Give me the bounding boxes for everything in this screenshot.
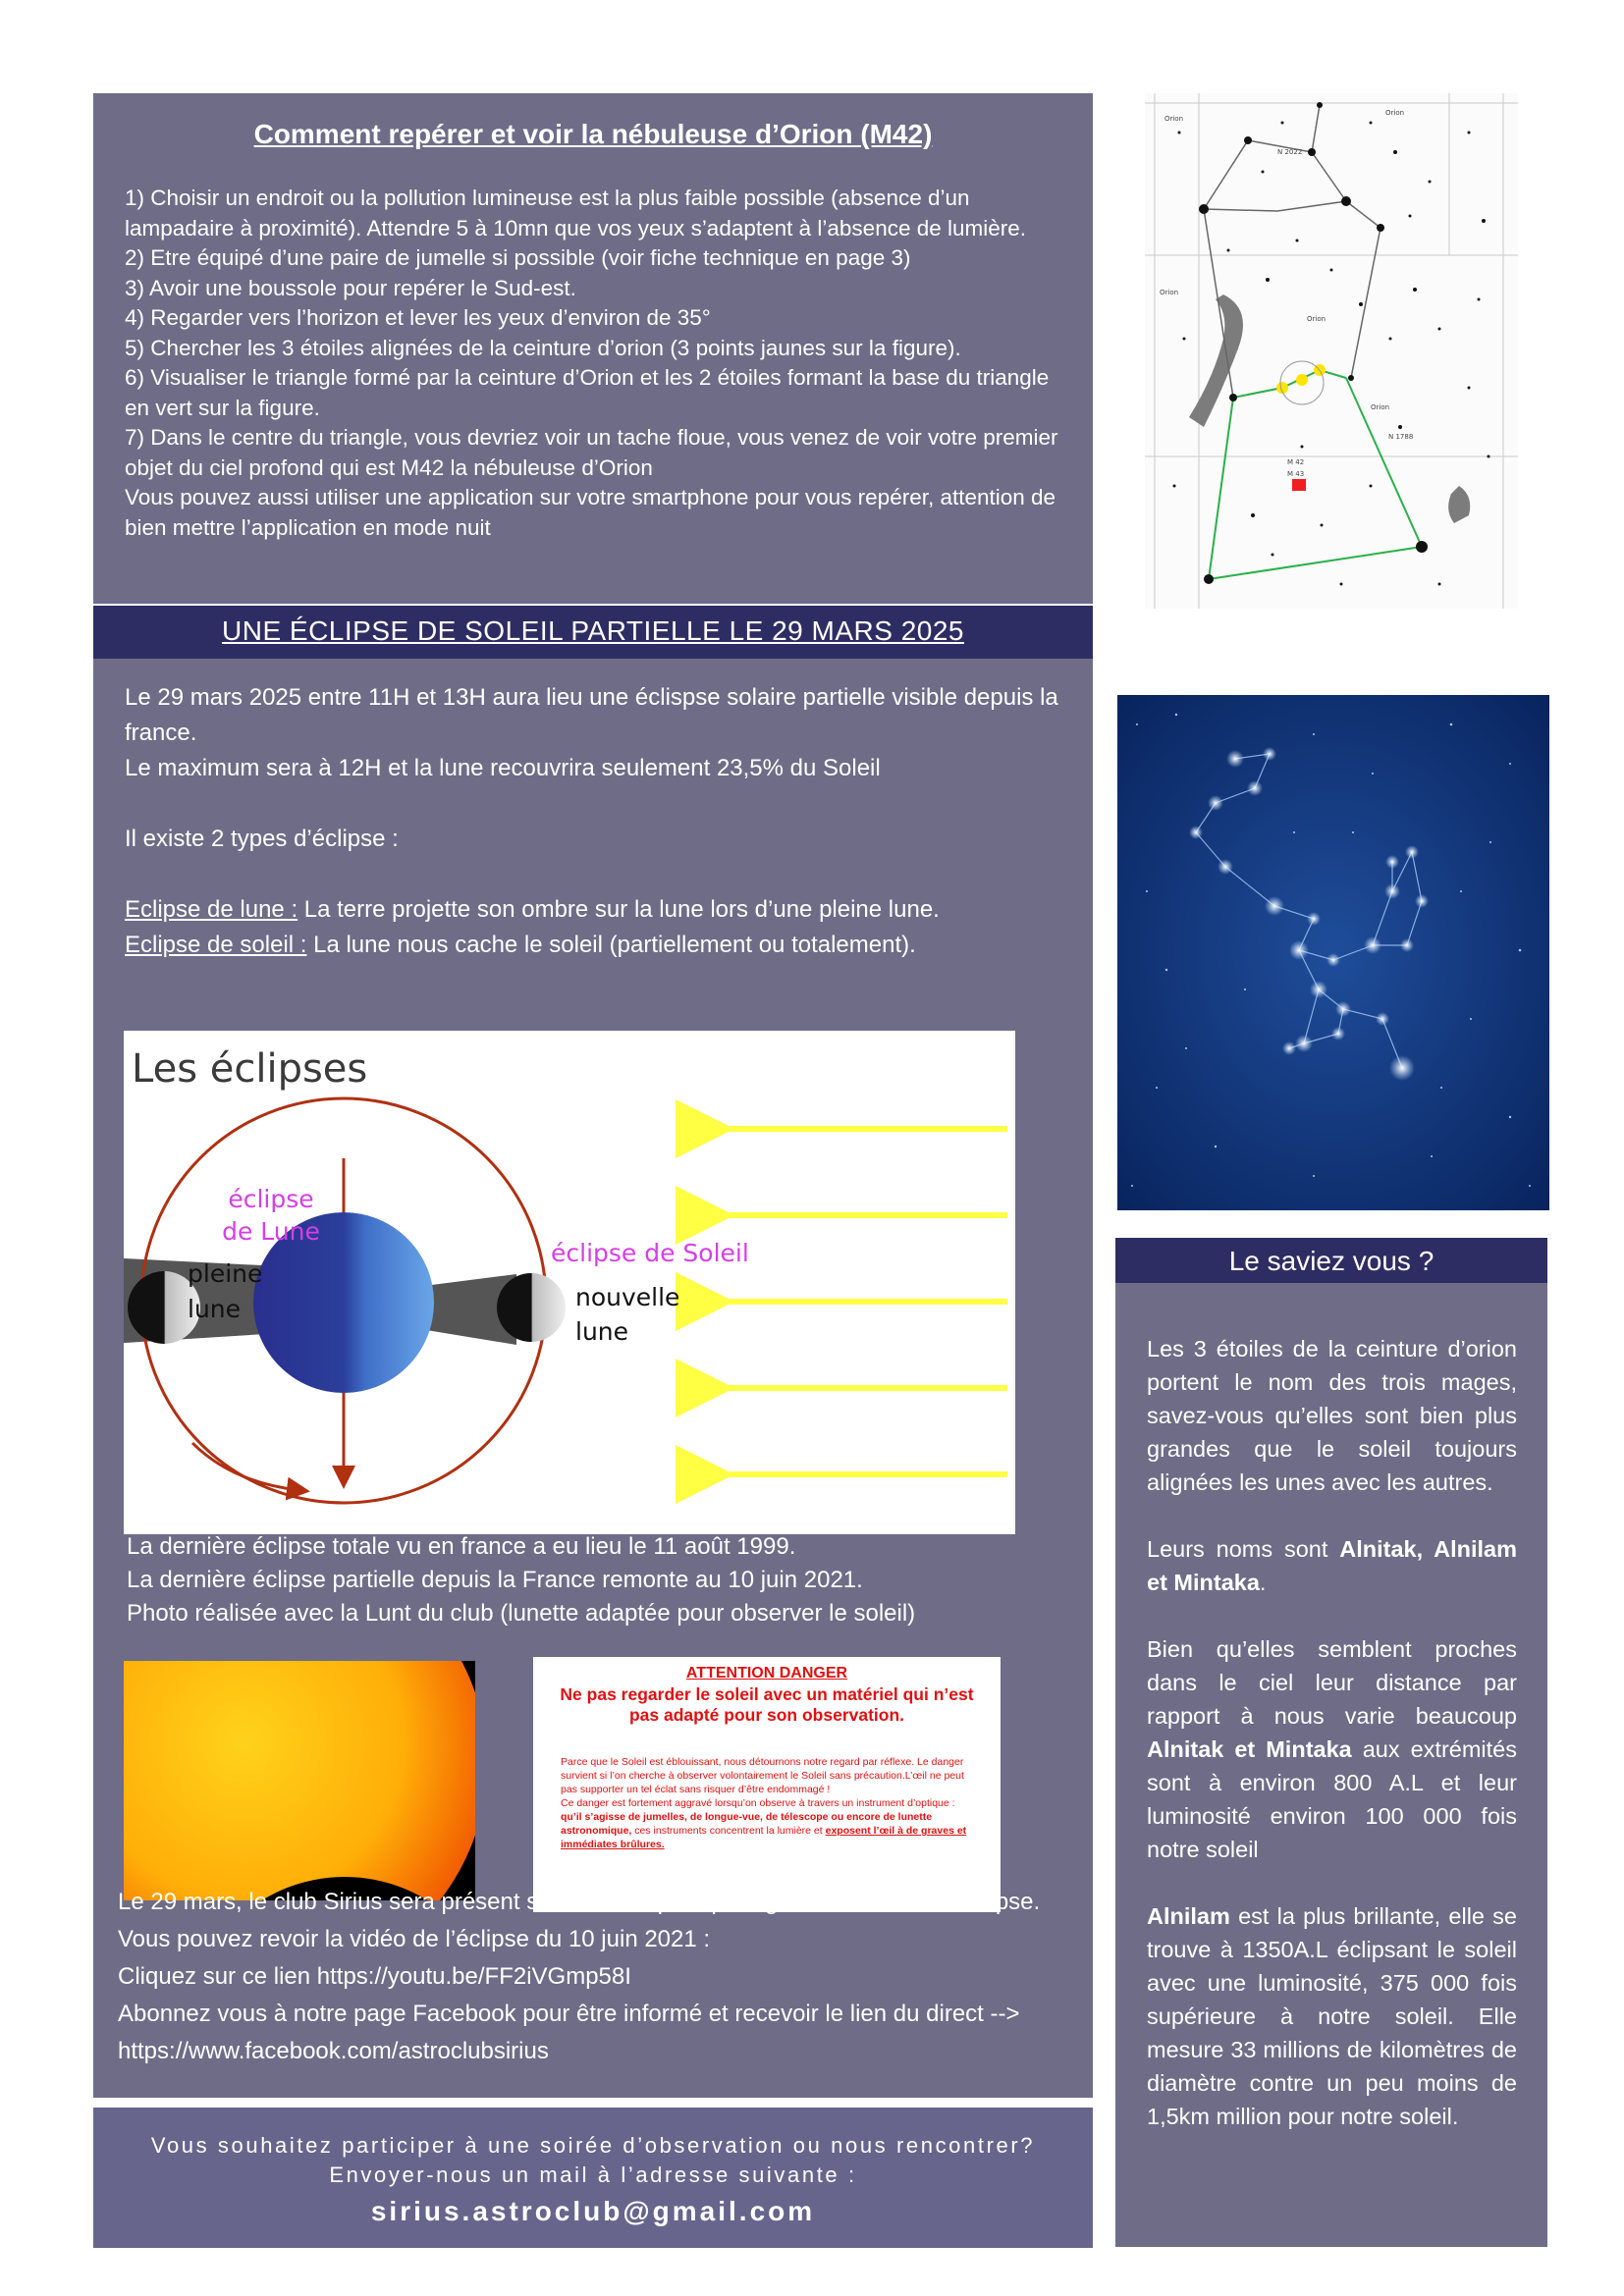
belt-star [1296, 374, 1308, 386]
label-eclipse-lune-1: éclipse [228, 1185, 314, 1213]
warning-headline: Ne pas regarder le soleil avec un matériel qui n’est pas adapté pour son observation. [560, 1684, 974, 1725]
eclipse-history [127, 1530, 1069, 1630]
youtube-line: Le 29 mars, le club Sirius sera présent sur Youtube pour partager en direct cette éclipse. Vous pouvez revoir la vidéo de l’éclipse du 10 juin 2021 : [118, 1889, 1041, 1952]
warning-body-bold: qu’il s’agisse de jumelles, de longue-vue, de télescope ou encore de lunette astronomique, [561, 1811, 933, 1837]
warning-title: ATTENTION DANGER [685, 1665, 848, 1682]
saviez-p2-pre: Leurs noms sont [1147, 1536, 1340, 1562]
chart-label: Orion [1160, 289, 1179, 296]
eclipse-intro [125, 680, 1067, 963]
eclipse-date-text: Le 29 mars 2025 entre 11H et 13H aura lieu une éclispse solaire partielle visible depuis la france. [125, 684, 1058, 746]
warning-body-bold-underlined: exposent l’œil à de graves et immédiates brûlures. [561, 1825, 967, 1850]
history-line: Photo réalisée avec la Lunt du club (lunette adaptée pour observer le soleil) [127, 1600, 916, 1627]
saviez-p4-post: est la plus brillante, elle se trouve à 1350A.L éclipsant le soleil avec une luminosité, 375 000 fois supérieure à notre soleil. Elle mesure 33 millions de kilomètres de diamètre contre un peu moins de 1,5km million pour notre soleil. [1147, 1903, 1517, 2129]
orion-step: 5) Chercher les 3 étoiles alignées de la ceinture d’orion (3 points jaunes sur la figure). [125, 335, 961, 360]
saviez-p3-post: aux extrémités sont à environ 800 A.L et leur luminosité environ 100 000 fois notre soleil [1147, 1736, 1518, 1862]
star-chart-svg [1145, 93, 1518, 609]
orion-step: 3) Avoir une boussole pour repérer le Sud-est. [125, 275, 576, 300]
label-eclipse-lune-2: de Lune [222, 1217, 320, 1246]
saviez-p3-bold: Alnitak et Mintaka [1147, 1736, 1352, 1762]
club-youtube-text [118, 1884, 1080, 2070]
eclipse-maximum-text: Le maximum sera à 12H et la lune recouvrira seulement 23,5% du Soleil [125, 755, 881, 781]
contact-line-1: Vous souhaitez participer à une soirée d’observation ou nous rencontrer? [150, 2133, 1036, 2158]
eclipse-header [93, 606, 1093, 659]
new-moon [497, 1273, 566, 1342]
eclipse-soleil-label: Eclipse de soleil : [125, 932, 307, 958]
m42-marker [1292, 479, 1306, 491]
eclipse-soleil-definition [125, 928, 1067, 963]
saviez-paragraph-1: Les 3 étoiles de la ceinture d’orion portent le nom des trois mages, savez-vous qu’elles sont bien plus grandes que le soleil toujours alignées les unes avec les autres. [1147, 1336, 1517, 1495]
contact-section [93, 2108, 1093, 2248]
saviez-section [1115, 1283, 1547, 2247]
label-nouvelle-1: nouvelle [575, 1283, 680, 1311]
saviez-header [1115, 1238, 1547, 1283]
saviez-p4-bold: Alnilam [1147, 1903, 1230, 1929]
saviez-star-names: Alnitak, Alnilam et Mintaka [1147, 1536, 1517, 1595]
youtube-link[interactable]: Cliquez sur ce lien https://youtu.be/FF2iVGmp58I [118, 1963, 631, 1990]
chart-label: M 42 [1287, 458, 1305, 466]
eclipse-title: UNE ÉCLIPSE DE SOLEIL PARTIELLE LE 29 MARS 2025 [222, 615, 964, 646]
chart-label: Orion [1371, 403, 1390, 411]
orion-step: 2) Etre équipé d’une paire de jumelle si possible (voir fiche technique en page 3) [125, 245, 911, 270]
orion-photo-svg [1117, 695, 1549, 1210]
orion-step: 1) Choisir un endroit ou la pollution lumineuse est la plus faible possible (absence d’un lampadaire à proximité). Attendre 5 à 10mn que vos yeux s’adaptent à l’absence de lumière. [125, 186, 1027, 240]
warning-body-1: Parce que le Soleil est éblouissant, nous détournons notre regard par réflexe. Le danger survient si l’on cherche à observer volontairement le Soleil sans précaution.L’œil ne peut pas supporter un tel éclat sans risquer d’être endommagé ! [561, 1756, 964, 1795]
label-pleine-1: pleine [188, 1259, 263, 1288]
eclipse-types-intro: Il existe 2 types d’éclipse : [125, 826, 399, 852]
eclipse-diagram-svg [124, 1031, 1015, 1534]
warning-body-3-text: ces instruments concentrent la lumière et [631, 1825, 826, 1837]
saviez-title: Le saviez vous ? [1228, 1246, 1435, 1276]
orion-star-chart [1145, 93, 1518, 609]
saviez-text [1147, 1332, 1517, 2133]
contact-email[interactable]: sirius.astroclub@gmail.com [370, 2196, 816, 2226]
diagram-title: Les éclipses [132, 1046, 368, 1092]
chart-label: Orion [1164, 115, 1184, 123]
facebook-line[interactable]: Abonnez vous à notre page Facebook pour être informé et recevoir le lien du direct --> https://www.facebook.com/astroclubsirius [118, 2001, 1020, 2064]
orion-title: Comment repérer et voir la nébuleuse d’Orion (M42) [253, 119, 933, 149]
orion-step: 4) Regarder vers l’horizon et lever les yeux d’environ de 35° [125, 305, 711, 330]
eclipse-lune-label: Eclipse de lune : [125, 896, 298, 923]
label-nouvelle-2: lune [575, 1317, 629, 1346]
eclipse-diagram [124, 1031, 1015, 1534]
contact-line-2: Envoyer-nous un mail à l’adresse suivante : [329, 2163, 857, 2187]
chart-label: Orion [1307, 315, 1326, 323]
history-line: La dernière éclipse partielle depuis la France remonte au 10 juin 2021. [127, 1567, 863, 1593]
warning-body-2-text: Ce danger est fortement aggravé lorsqu’on observe à travers un instrument d’optique : [561, 1797, 955, 1809]
orion-section [93, 93, 1093, 604]
warning-body [561, 1755, 973, 1851]
eclipse-lune-text: La terre projette son ombre sur la lune lors d’une pleine lune. [298, 896, 940, 923]
chart-label: Orion [1385, 109, 1405, 117]
label-pleine-2: lune [188, 1295, 242, 1323]
chart-label: N 1788 [1388, 433, 1414, 441]
orion-step: 6) Visualiser le triangle formé par la ceinture d’Orion et les 2 étoiles formant la base du triangle en vert sur la figure. [125, 365, 1050, 420]
partial-eclipse-photo [124, 1661, 475, 1900]
eclipse-section [93, 659, 1093, 2098]
saviez-paragraph-2 [1147, 1532, 1517, 1599]
eclipse-soleil-text: La lune nous cache le soleil (partiellement ou totalement). [306, 932, 916, 958]
eclipse-lune-definition [125, 892, 1067, 928]
danger-warning [533, 1657, 1001, 1912]
orion-step: Vous pouvez aussi utiliser une application sur votre smartphone pour vous repérer, attention de bien mettre l’application en mode nuit [125, 485, 1056, 540]
chart-label: M 43 [1287, 470, 1305, 478]
orion-steps [125, 184, 1067, 543]
chart-label: N 2022 [1277, 148, 1303, 156]
label-eclipse-soleil: éclipse de Soleil [551, 1239, 749, 1267]
saviez-p2-post: . [1259, 1570, 1267, 1595]
saviez-paragraph-4 [1147, 1899, 1517, 2133]
saviez-p3-pre: Bien qu’elles semblent proches dans le ciel leur distance par rapport à nous varie beaucoup [1147, 1636, 1517, 1729]
history-line: La dernière éclipse totale vu en france a eu lieu le 11 août 1999. [127, 1533, 796, 1560]
saviez-paragraph-3 [1147, 1632, 1517, 1866]
orion-constellation-photo [1117, 695, 1549, 1210]
warning-body-2 [561, 1796, 973, 1851]
partial-eclipse-photo-svg [124, 1661, 475, 1900]
orion-step: 7) Dans le centre du triangle, vous devriez voir un tache floue, vous venez de voir votre premier objet du ciel profond qui est M42 la nébuleuse d’Orion [125, 425, 1058, 480]
